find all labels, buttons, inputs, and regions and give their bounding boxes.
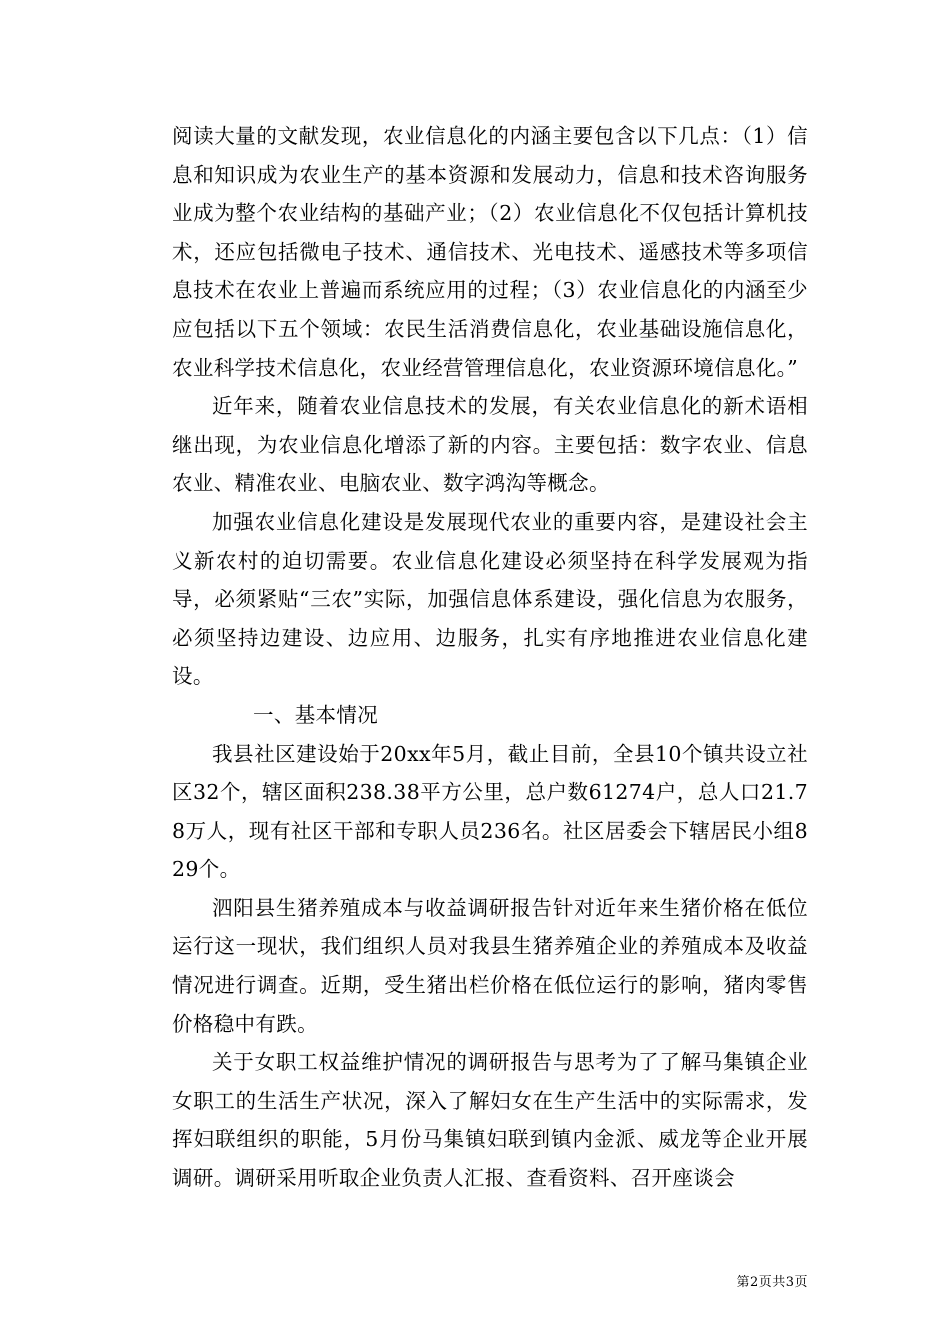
paragraph-1: 阅读大量的文献发现，农业信息化的内涵主要包含以下几点：（1）信息和知识成为农业生产的基本资源和发展动力，信息和技术咨询服务业成为整个农业结构的基础产业；（2）农业信息化不仅包括计算机技术，还应包括微电子技术、通信技术、光电技术、遥感技术等多项信息技术在农业上普遍而系统应用的过程；（3）农业信息化的内涵至少应包括以下五个领域：农民生活消费信息化，农业基础设施信息化，农业科学技术信息化，农业经营管理信息化，农业资源环境信息化。” bbox=[172, 124, 808, 380]
paragraph-3: 加强农业信息化建设是发展现代农业的重要内容，是建设社会主义新农村的迫切需要。农业信息化建设必须坚持在科学发展观为指导，必须紧贴“三农”实际，加强信息体系建设，强化信息为农服务，必须坚持边建设、边应用、边服务，扎实有序地推进农业信息化建设。 bbox=[172, 509, 808, 689]
paragraph-2: 近年来，随着农业信息技术的发展，有关农业信息化的新术语相继出现，为农业信息化增添了新的内容。主要包括：数字农业、信息农业、精准农业、电脑农业、数字鸿沟等概念。 bbox=[172, 394, 808, 496]
page-number: 第2页共3页 bbox=[736, 1275, 808, 1290]
document-body bbox=[172, 117, 808, 1198]
section-heading: 一、基本情况 bbox=[253, 702, 379, 727]
paragraph-6: 关于女职工权益维护情况的调研报告与思考为了了解马集镇企业女职工的生活生产状况，深入了解妇女在生产生活中的实际需求，发挥妇联组织的职能，5月份马集镇妇联到镇内金派、威龙等企业开展调研。调研采用听取企业负责人汇报、查看资料、召开座谈会 bbox=[172, 1050, 808, 1191]
paragraph-5: 泗阳县生猪养殖成本与收益调研报告针对近年来生猪价格在低位运行这一现状，我们组织人员对我县生猪养殖企业的养殖成本及收益情况进行调查。近期，受生猪出栏价格在低位运行的影响，猪肉零售价格稳中有跌。 bbox=[172, 895, 808, 1036]
paragraph-4: 我县社区建设始于20xx年5月，截止目前，全县10个镇共设立社区32个，辖区面积238.38平方公里，总户数61274户，总人口21.78万人，现有社区干部和专职人员236名。社区居委会下辖居民小组829个。 bbox=[172, 741, 808, 882]
